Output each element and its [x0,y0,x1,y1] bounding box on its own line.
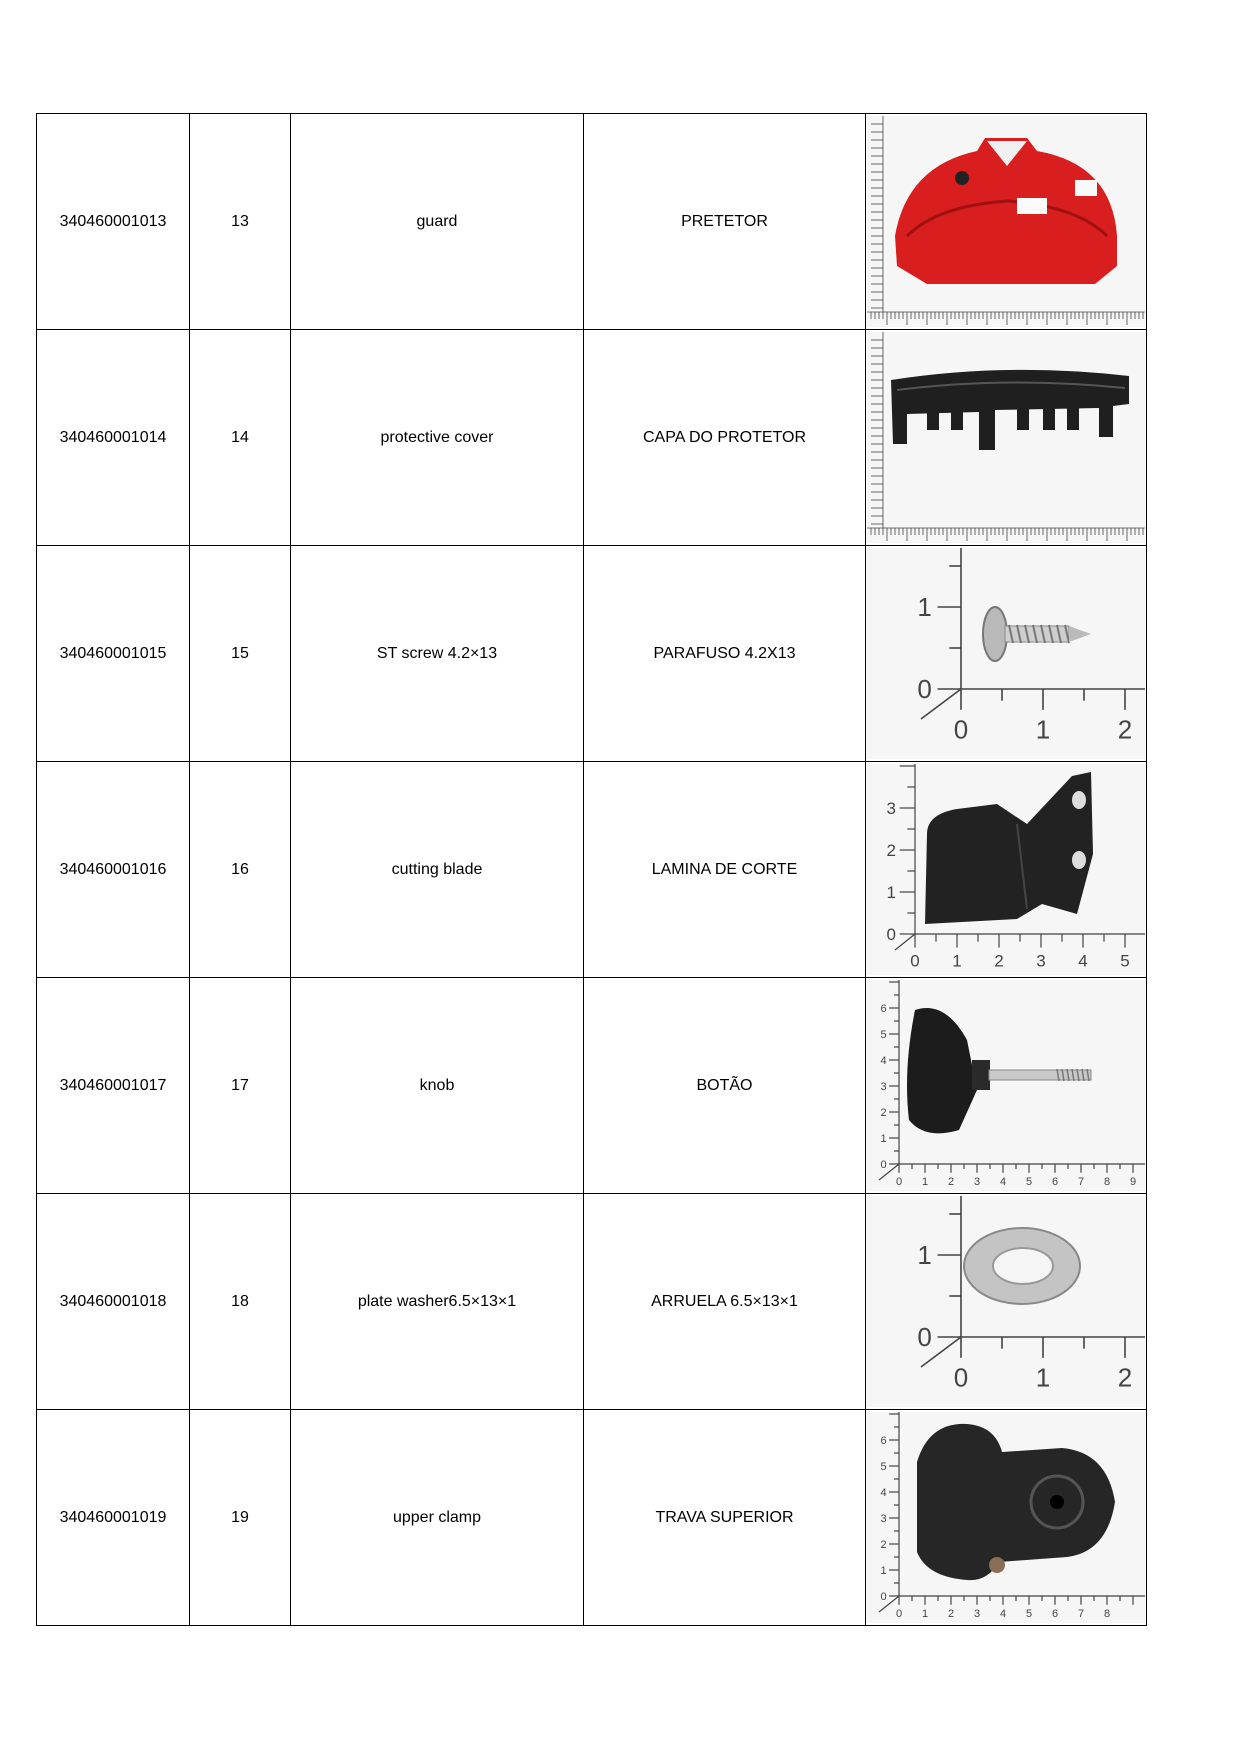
ruler-label: 2 [994,951,1004,971]
description-portuguese: TRAVA SUPERIOR [584,1410,866,1626]
ruler-label: 3 [880,1080,887,1093]
ruler-label: 1 [880,1132,887,1145]
part-code: 340460001016 [37,762,190,978]
ruler-label: 1 [886,882,896,902]
description-english: protective cover [291,330,584,546]
ruler-label: 2 [1117,1362,1133,1393]
ruler-label: 5 [1025,1607,1033,1620]
item-number: 13 [190,114,291,330]
item-number: 18 [190,1194,291,1410]
part-code: 340460001014 [37,330,190,546]
ruler-label: 4 [880,1054,887,1067]
ruler-label: 4 [999,1607,1007,1620]
ruler-label: 1 [1035,714,1051,745]
part-photo-cell [866,762,1147,978]
ruler-label: 8 [1103,1607,1111,1620]
part-photo [867,764,1145,975]
part-photo [867,332,1145,543]
part-photo [867,1196,1145,1407]
part-code: 340460001015 [37,546,190,762]
ruler-label: 3 [973,1607,981,1620]
part-photo-cell [866,1194,1147,1410]
part-photo [867,980,1145,1191]
description-portuguese: CAPA DO PROTETOR [584,330,866,546]
ruler-label: 0 [895,1607,903,1620]
table-row [37,546,1147,762]
item-number: 14 [190,330,291,546]
parts-table [36,113,1147,1626]
item-number: 15 [190,546,291,762]
table-row [37,1194,1147,1410]
part-photo-cell [866,1410,1147,1626]
part-photo-cell [866,546,1147,762]
ruler-label: 1 [880,1564,887,1577]
table-row [37,1410,1147,1626]
ruler-label: 2 [1117,714,1133,745]
description-english: ST screw 4.2×13 [291,546,584,762]
ruler-label: 3 [973,1175,981,1188]
table-row [37,114,1147,330]
ruler-label: 6 [1051,1175,1059,1188]
ruler-label: 3 [880,1512,887,1525]
ruler-label: 4 [999,1175,1007,1188]
ruler-label: 0 [917,674,932,705]
item-number: 19 [190,1410,291,1626]
ruler-label: 1 [917,592,932,623]
part-photo [867,548,1145,759]
item-number: 17 [190,978,291,1194]
part-code: 340460001017 [37,978,190,1194]
ruler-label: 2 [947,1175,955,1188]
ruler-label: 2 [886,840,896,860]
ruler-label: 4 [1078,951,1088,971]
ruler-label: 6 [880,1434,887,1447]
part-code: 340460001013 [37,114,190,330]
description-portuguese: ARRUELA 6.5×13×1 [584,1194,866,1410]
ruler-label: 0 [880,1590,887,1603]
ruler-label: 7 [1077,1607,1085,1620]
description-portuguese: PARAFUSO 4.2X13 [584,546,866,762]
table-row [37,330,1147,546]
ruler-label: 1 [921,1607,929,1620]
ruler-label: 7 [1077,1175,1085,1188]
ruler-label: 1 [1035,1362,1051,1393]
part-photo-cell [866,330,1147,546]
ruler-label: 1 [921,1175,929,1188]
ruler-label: 5 [880,1028,887,1041]
parts-table-body [37,114,1147,1626]
description-english: cutting blade [291,762,584,978]
ruler-label: 2 [880,1106,887,1119]
ruler-label: 5 [1120,951,1130,971]
description-portuguese: LAMINA DE CORTE [584,762,866,978]
ruler-label: 1 [952,951,962,971]
part-code: 340460001018 [37,1194,190,1410]
ruler-label: 9 [1129,1175,1137,1188]
ruler-label: 2 [947,1607,955,1620]
ruler-label: 3 [1036,951,1046,971]
item-number: 16 [190,762,291,978]
table-row [37,762,1147,978]
part-photo-cell [866,114,1147,330]
description-english: knob [291,978,584,1194]
ruler-label: 8 [1103,1175,1111,1188]
part-code: 340460001019 [37,1410,190,1626]
description-portuguese: BOTÃO [584,978,866,1194]
ruler-label: 4 [880,1486,887,1499]
ruler-label: 6 [1051,1607,1059,1620]
washer-part [964,1228,1080,1304]
ruler-label: 6 [880,1002,887,1015]
part-photo [867,116,1145,327]
ruler-label: 0 [953,1362,969,1393]
ruler-label: 0 [910,951,920,971]
ruler-label: 1 [917,1240,932,1271]
description-english: guard [291,114,584,330]
ruler-label: 2 [880,1538,887,1551]
ruler-label: 3 [886,798,896,818]
description-english: plate washer6.5×13×1 [291,1194,584,1410]
part-photo [867,1412,1145,1623]
ruler-label: 0 [886,924,896,944]
ruler-label: 0 [895,1175,903,1188]
description-portuguese: PRETETOR [584,114,866,330]
part-photo-cell [866,978,1147,1194]
description-english: upper clamp [291,1410,584,1626]
ruler-label: 5 [880,1460,887,1473]
ruler-label: 0 [880,1158,887,1171]
ruler-label: 0 [953,714,969,745]
ruler-label: 5 [1025,1175,1033,1188]
ruler-label: 0 [917,1322,932,1353]
table-row [37,978,1147,1194]
